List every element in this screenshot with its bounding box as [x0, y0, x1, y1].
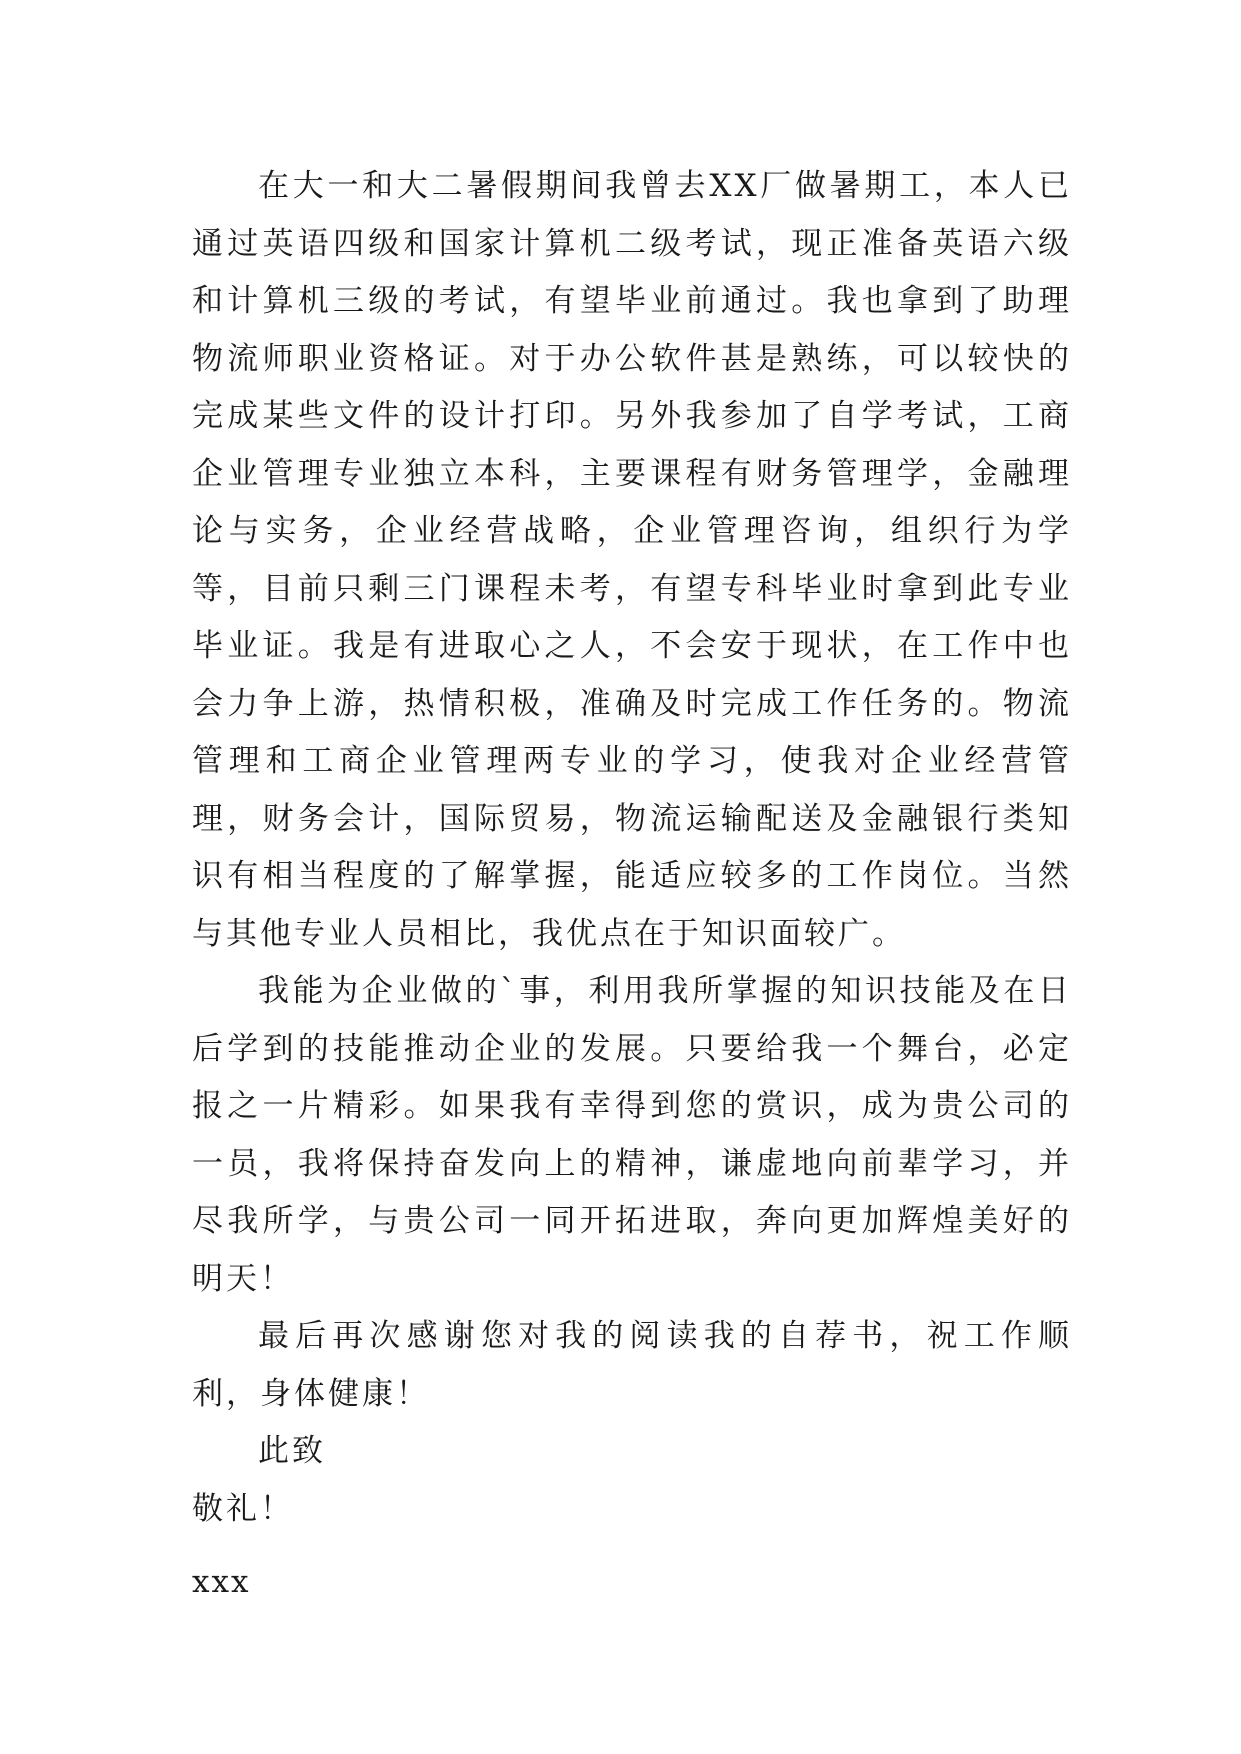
closing: 敬礼！ — [192, 1490, 294, 1527]
paragraph-contribution: 我能为企业做的`事，利用我所掌握的知识技能及在日后学到的技能推动企业的发展。只要给我一个舞台，必定报之一片精彩。如果我有幸得到您的赏识，成为贵公司的一员，我将保持奋发向上的精神，谦虚地向前辈学习，并尽我所学，与贵公司一同开拓进取，奔向更加辉煌美好的明天！ — [192, 973, 1072, 1297]
paragraph-experience: 在大一和大二暑假期间我曾去XX厂做暑期工，本人已通过英语四级和国家计算机二级考试，现正准备英语六级和计算机三级的考试，有望毕业前通过。我也拿到了助理物流师职业资格证。对于办公软件甚是熟练，可以较快的完成某些文件的设计打印。另外我参加了自学考试，工商企业管理专业独立本科，主要课程有财务管理学，金融理论与实务，企业经营战略，企业管理咨询，组织行为学等，目前只剩三门课程未考，有望专科毕业时拿到此专业毕业证。我是有进取心之人，不会安于现状，在工作中也会力争上游，热情积极，准确及时完成工作任务的。物流管理和工商企业管理两专业的学习，使我对企业经营管理，财务会计，国际贸易，物流运输配送及金融银行类知识有相当程度的了解掌握，能适应较多的工作岗位。当然与其他专业人员相比，我优点在于知识面较广。 — [192, 168, 1072, 952]
letter-body — [192, 158, 1072, 1612]
salutation: 此致 — [258, 1433, 326, 1469]
paragraph-thanks: 最后再次感谢您对我的阅读我的自荐书，祝工作顺利，身体健康！ — [192, 1318, 1072, 1412]
signature: xxx — [192, 1564, 251, 1600]
